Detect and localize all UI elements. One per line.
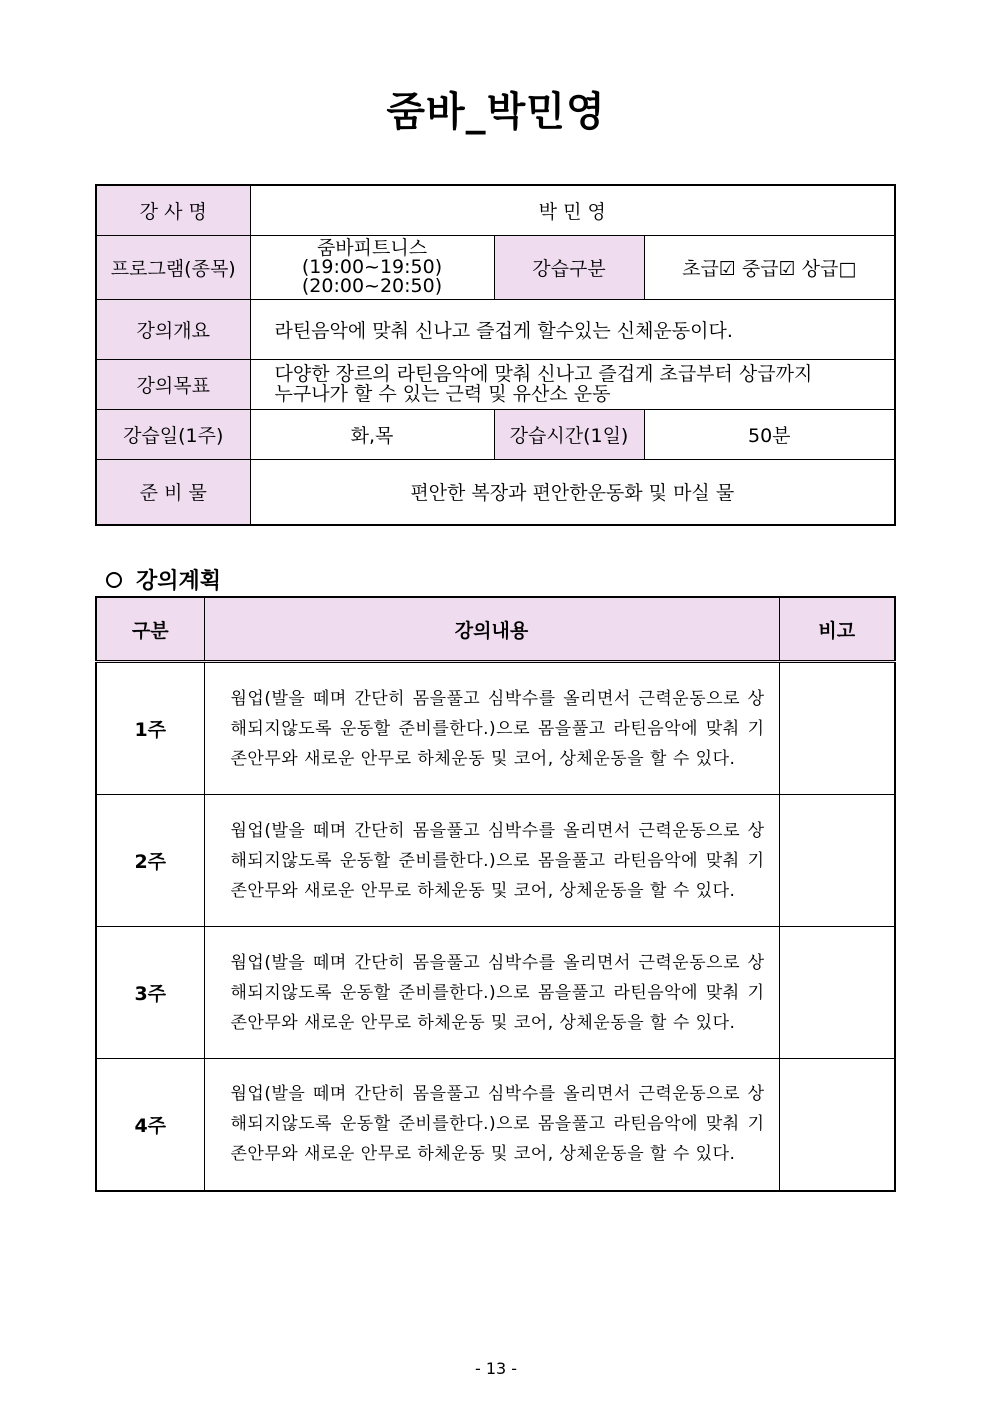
week-note (779, 927, 895, 1059)
supplies-label: 준 비 물 (96, 459, 250, 525)
goal-line-1: 다양한 장르의 라틴음악에 맞춰 신나고 즐겁게 초급부터 상급까지 (274, 363, 813, 385)
duration-label: 강습시간(1일) (494, 409, 644, 459)
goal-value (250, 359, 895, 409)
overview-value: 라틴음악에 맞춰 신나고 즐겁게 할수있는 신체운동이다. (250, 299, 895, 359)
table-row (96, 662, 895, 795)
week-note (779, 662, 895, 795)
course-info-table (95, 184, 896, 526)
week-content: 웜업(발을 떼며 간단히 몸을풀고 심박수를 올리면서 근력운동으로 상해되지않도록 운동할 준비를한다.)으로 몸을풀고 라틴음악에 맞춰 기존안무와 새로운 안무로 하체운동 및 코어, 상체운동을 할 수 있다. (204, 927, 779, 1059)
section-title: 강의계획 (136, 569, 222, 594)
level-label: 강습구분 (494, 235, 644, 299)
duration-value: 50분 (644, 409, 895, 459)
goal-label: 강의목표 (96, 359, 250, 409)
week-content: 웜업(발을 떼며 간단히 몸을풀고 심박수를 올리면서 근력운동으로 상해되지않도록 운동할 준비를한다.)으로 몸을풀고 라틴음악에 맞춰 기존안무와 새로운 안무로 하체운동 및 코어, 상체운동을 할 수 있다. (204, 795, 779, 927)
header-category: 구분 (96, 597, 204, 662)
program-time-2: (20:00~20:50) (301, 274, 443, 297)
days-label: 강습일(1주) (96, 409, 250, 459)
days-value: 화,목 (250, 409, 494, 459)
week-note (779, 1059, 895, 1191)
header-content: 강의내용 (204, 597, 779, 662)
table-row (96, 1059, 895, 1191)
overview-label: 강의개요 (96, 299, 250, 359)
instructor-label: 강 사 명 (96, 185, 250, 235)
instructor-value: 박 민 영 (250, 185, 895, 235)
lesson-plan-table (95, 596, 896, 1192)
page-title: 줌바_박민영 (386, 89, 606, 135)
week-label: 1주 (96, 662, 204, 795)
week-label: 4주 (96, 1059, 204, 1191)
supplies-value: 편안한 복장과 편안한운동화 및 마실 물 (250, 459, 895, 525)
program-time-1: (19:00~19:50) (301, 255, 443, 278)
circle-bullet-icon (106, 572, 122, 588)
goal-line-2: 누구나가 할 수 있는 근력 및 유산소 운동 (274, 383, 611, 405)
program-value (250, 235, 494, 299)
program-label: 프로그램(종목) (96, 235, 250, 299)
table-row (96, 927, 895, 1059)
week-label: 3주 (96, 927, 204, 1059)
header-note: 비고 (779, 597, 895, 662)
table-row (96, 795, 895, 927)
week-label: 2주 (96, 795, 204, 927)
week-content: 웜업(발을 떼며 간단히 몸을풀고 심박수를 올리면서 근력운동으로 상해되지않도록 운동할 준비를한다.)으로 몸을풀고 라틴음악에 맞춰 기존안무와 새로운 안무로 하체운동 및 코어, 상체운동을 할 수 있다. (204, 662, 779, 795)
program-name: 줌바피트니스 (316, 236, 428, 259)
week-content: 웜업(발을 떼며 간단히 몸을풀고 심박수를 올리면서 근력운동으로 상해되지않도록 운동할 준비를한다.)으로 몸을풀고 라틴음악에 맞춰 기존안무와 새로운 안무로 하체운동 및 코어, 상체운동을 할 수 있다. (204, 1059, 779, 1191)
level-value: 초급☑ 중급☑ 상급□ (644, 235, 895, 299)
week-note (779, 795, 895, 927)
page-number: - 13 - (474, 1359, 518, 1378)
section-heading (106, 564, 221, 595)
